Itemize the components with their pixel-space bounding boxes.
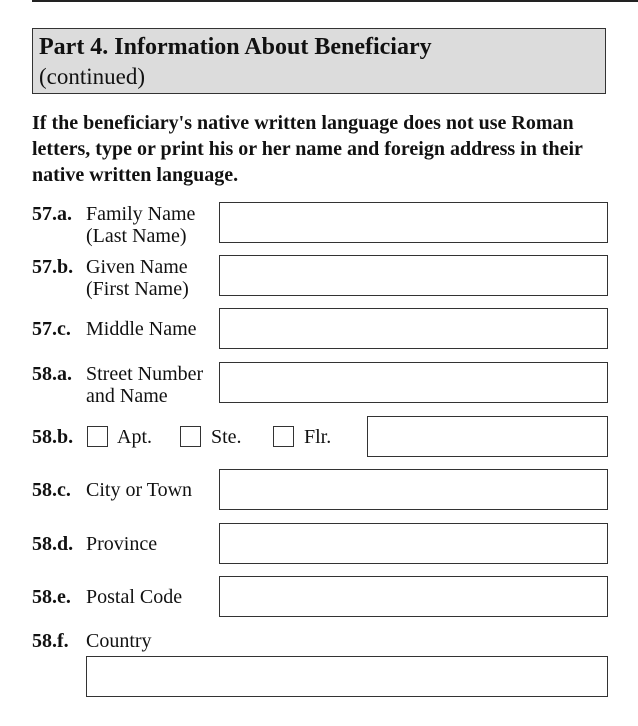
item-number-57c: 57.c. [32,318,71,340]
middle-name-label: Middle Name [86,318,197,340]
street-label-sub: and Name [86,385,168,407]
province-input[interactable] [219,523,608,564]
given-name-label: Given Name [86,256,188,278]
item-number-58f: 58.f. [32,630,69,652]
apt-checkbox[interactable] [87,426,108,447]
country-input[interactable] [86,656,608,697]
item-number-58a: 58.a. [32,363,72,385]
city-input[interactable] [219,469,608,510]
family-name-label: Family Name [86,203,196,225]
unit-number-input[interactable] [367,416,608,457]
flr-checkbox[interactable] [273,426,294,447]
item-number-58d: 58.d. [32,533,74,555]
postal-code-label: Postal Code [86,586,183,608]
item-number-58e: 58.e. [32,586,71,608]
given-name-input[interactable] [219,255,608,296]
part-header [32,28,606,94]
instructions-text: If the beneficiary's native written language does not use Roman letters, type or print his or her name and foreign address in their native written language. [32,112,583,186]
family-name-label-sub: (Last Name) [86,225,187,247]
street-label: Street Number [86,363,204,385]
item-number-57b: 57.b. [32,256,74,278]
middle-name-input[interactable] [219,308,608,349]
item-number-57a: 57.a. [32,203,72,225]
apt-label: Apt. [117,426,152,448]
ste-checkbox[interactable] [180,426,201,447]
top-rule [32,0,638,2]
province-label: Province [86,533,158,555]
item-number-58b: 58.b. [32,426,74,448]
part-subtitle: (continued) [39,64,146,89]
postal-code-input[interactable] [219,576,608,617]
country-label: Country [86,630,152,652]
ste-label: Ste. [211,426,242,448]
family-name-input[interactable] [219,202,608,243]
flr-label: Flr. [304,426,332,448]
item-number-58c: 58.c. [32,479,71,501]
city-label: City or Town [86,479,193,501]
street-input[interactable] [219,362,608,403]
part-title: Part 4. Information About Beneficiary [39,34,432,60]
given-name-label-sub: (First Name) [86,278,189,300]
